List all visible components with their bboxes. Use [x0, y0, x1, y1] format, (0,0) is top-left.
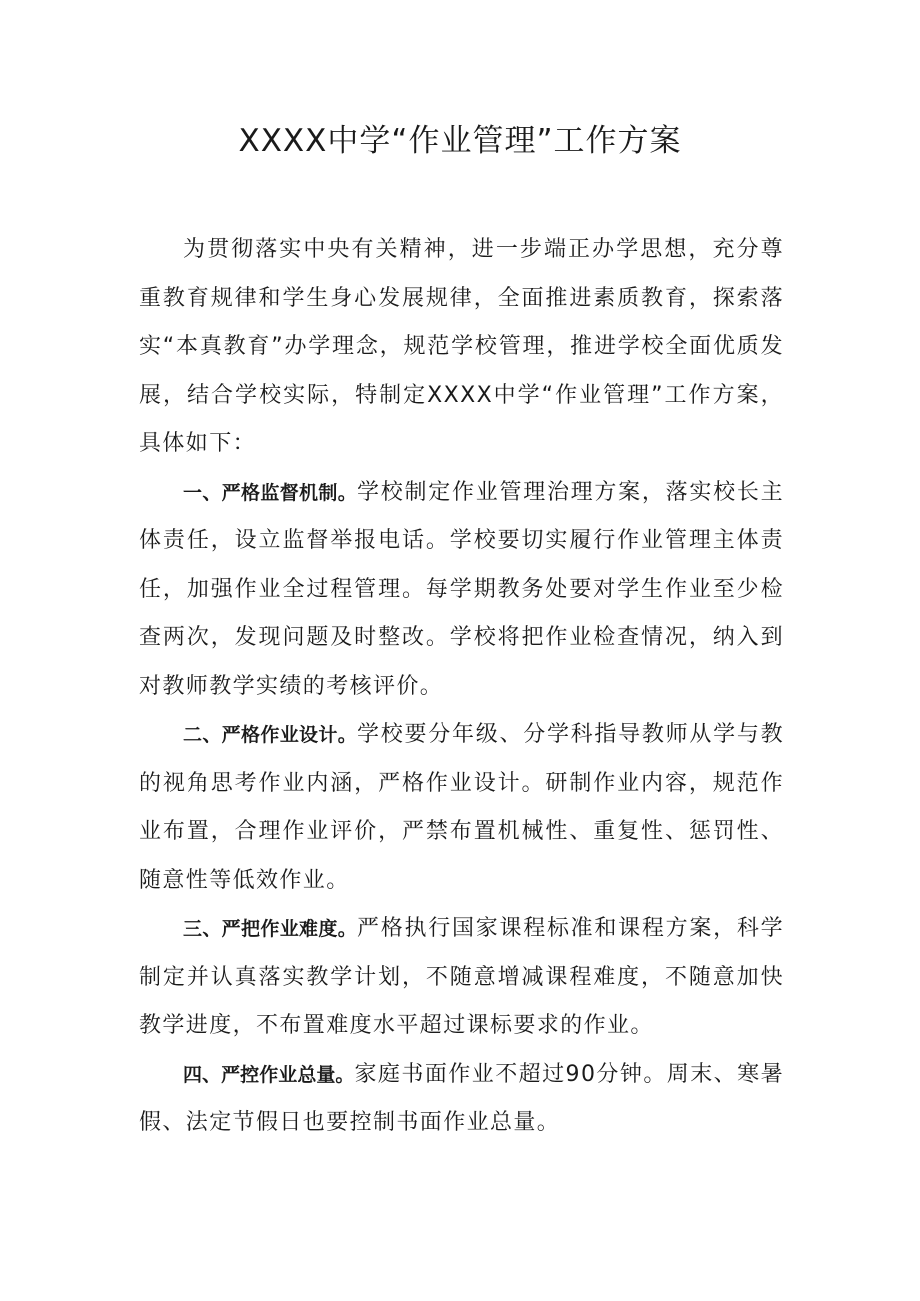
section-heading-2: 二、严格作业设计。	[183, 724, 358, 746]
section-paragraph-3	[139, 905, 784, 1051]
document-title: XXXX中学“作业管理”工作方案	[238, 123, 682, 159]
section-heading-4: 四、严控作业总量。	[183, 1063, 355, 1086]
section-text-3: 严格执行国家课程标准和课程方案，科学制定并认真落实教学计划，不随意增减课程难度，不随意加快教学进度，不布置难度水平超过课标要求的作业。	[139, 916, 784, 1038]
section-heading-3: 三、严把作业难度。	[183, 918, 358, 940]
section-heading-1: 一、严格监督机制。	[183, 481, 358, 504]
section-text-2: 学校要分年级、分学科指导教师从学与教的视角思考作业内涵，严格作业设计。研制作业内容，规范作业布置，合理作业评价，严禁布置机械性、重复性、惩罚性、随意性等低效作业。	[139, 722, 784, 893]
section-paragraph-1	[139, 469, 784, 712]
section-paragraph-2	[139, 711, 784, 905]
section-paragraph-4	[139, 1051, 784, 1148]
document-body	[139, 226, 784, 1148]
intro-paragraph: 为贯彻落实中央有关精神，进一步端正办学思想，充分尊重教育规律和学生身心发展规律，全面推进素质教育，探索落实“本真教育”办学理念，规范学校管理，推进学校全面优质发展，结合学校实际，特制定XXXX中学“作业管理”工作方案，具体如下：	[139, 237, 784, 456]
section-text-4: 家庭书面作业不超过90分钟。周末、寒暑假、法定节假日也要控制书面作业总量。	[139, 1061, 784, 1135]
section-text-1: 学校制定作业管理治理方案，落实校长主体责任，设立监督举报电话。学校要切实履行作业管理主体责任，加强作业全过程管理。每学期教务处要对学生作业至少检查两次，发现问题及时整改。学校将把作业检查情况，纳入到对教师教学实绩的考核评价。	[139, 479, 784, 699]
